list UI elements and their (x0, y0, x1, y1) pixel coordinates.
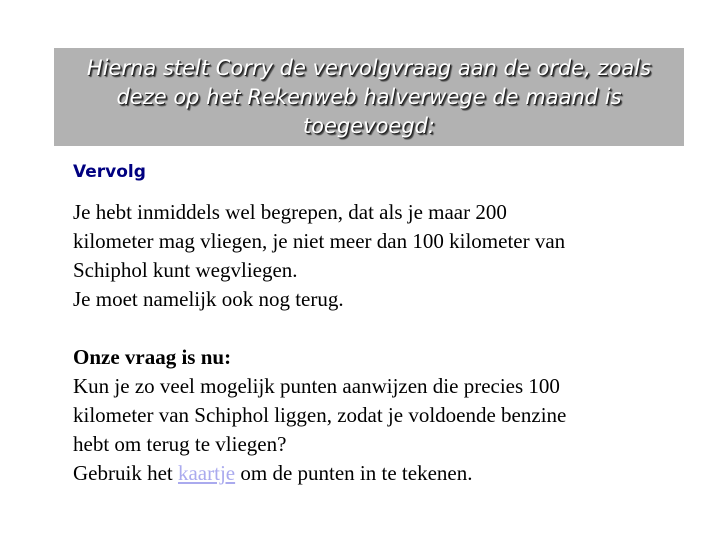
section-title: Vervolg (73, 162, 146, 182)
paragraph1-line2: kilometer mag vliegen, je niet meer dan 100 kilometer van (73, 229, 566, 253)
intro-banner (54, 48, 684, 146)
paragraph2-line1: Kun je zo veel mogelijk punten aanwijzen die precies 100 (73, 374, 560, 398)
question-heading: Onze vraag is nu: (73, 345, 232, 369)
map-link[interactable]: kaartje (177, 461, 236, 485)
paragraph1-line4: Je moet namelijk ook nog terug. (73, 287, 344, 311)
instruction-before: Gebruik het (73, 461, 178, 485)
instruction-line (73, 459, 673, 488)
question-text (73, 198, 673, 488)
paragraph2-line2: kilometer van Schiphol liggen, zodat je voldoende benzine (73, 403, 567, 427)
paragraph2-line3: hebt om terug te vliegen? (73, 432, 287, 456)
intro-line-1: Hierna stelt Corry de vervolgvraag aan de orde, zoals (86, 56, 652, 80)
intro-line-2: deze op het Rekenweb halverwege de maand is (116, 85, 622, 109)
paragraph-gap (73, 314, 673, 343)
main-content (73, 160, 673, 488)
paragraph1-line1: Je hebt inmiddels wel begrepen, dat als je maar 200 (73, 200, 507, 224)
intro-line-3: toegevoegd: (302, 114, 436, 138)
instruction-after: om de punten in te tekenen. (235, 461, 473, 485)
paragraph1-line3: Schiphol kunt wegvliegen. (73, 258, 298, 282)
